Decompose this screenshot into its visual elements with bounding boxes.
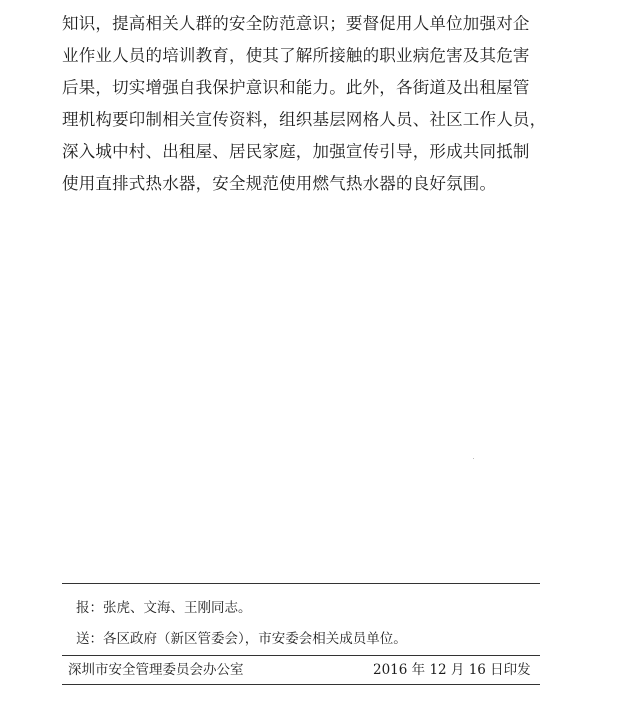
body-line: 理机构要印制相关宣传资料，组织基层网格人员、社区工作人员， bbox=[62, 110, 547, 129]
scan-speck bbox=[473, 458, 474, 459]
body-line: 深入城中村、出租屋、居民家庭，加强宣传引导，形成共同抵制 bbox=[62, 142, 530, 161]
issue-date: 2016 年 12 月 16 日印发 bbox=[373, 662, 531, 678]
body-paragraph bbox=[62, 8, 562, 200]
body-line: 知识，提高相关人群的安全防范意识；要督促用人单位加强对企 bbox=[62, 14, 530, 33]
middle-divider bbox=[62, 655, 540, 656]
body-line: 业作业人员的培训教育，使其了解所接触的职业病危害及其危害 bbox=[62, 46, 530, 65]
body-line: 后果，切实增强自我保护意识和能力。此外，各街道及出租屋管 bbox=[62, 78, 530, 97]
issuing-office: 深圳市安全管理委员会办公室 bbox=[68, 662, 244, 678]
top-divider bbox=[62, 583, 540, 584]
body-line: 使用直排式热水器，安全规范使用燃气热水器的良好氛围。 bbox=[62, 174, 497, 193]
bottom-divider bbox=[62, 684, 540, 685]
send-to-line: 送：各区政府（新区管委会），市安委会相关成员单位。 bbox=[76, 631, 407, 647]
report-to-line: 报：张虎、文海、王刚同志。 bbox=[76, 600, 252, 616]
